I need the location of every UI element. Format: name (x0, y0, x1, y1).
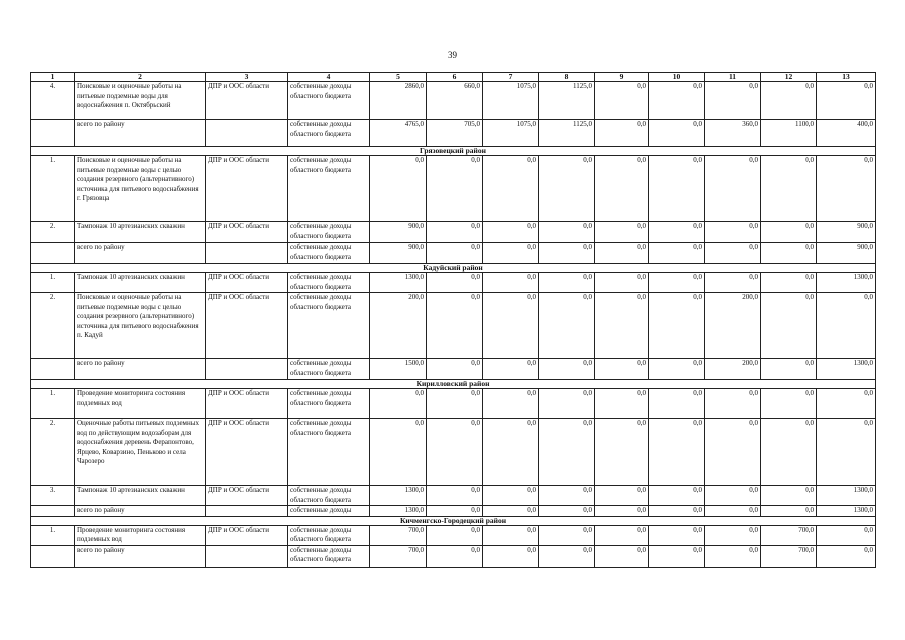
value-col-6: 0,0 (427, 293, 483, 359)
value-col-5: 1500,0 (370, 359, 427, 380)
value-col-8: 0,0 (539, 273, 595, 293)
value-col-7: 0,0 (483, 156, 539, 222)
table-row (31, 486, 876, 506)
executor: ДПР и ООС области (206, 525, 288, 545)
value-col-10: 0,0 (649, 120, 705, 147)
value-col-5: 900,0 (370, 243, 427, 264)
value-col-13: 900,0 (817, 243, 876, 264)
value-col-10: 0,0 (649, 243, 705, 264)
row-number (31, 120, 75, 147)
value-col-10: 0,0 (649, 293, 705, 359)
budget-table (30, 72, 876, 568)
row-number: 1. (31, 525, 75, 545)
funding-source: собственные доходы областного бюджета (288, 486, 370, 506)
value-col-9: 0,0 (595, 486, 649, 506)
value-col-13: 0,0 (817, 389, 876, 419)
funding-source: собственные доходы областного бюджета (288, 293, 370, 359)
value-col-10: 0,0 (649, 525, 705, 545)
value-col-5: 1300,0 (370, 273, 427, 293)
value-col-7: 0,0 (483, 506, 539, 517)
value-col-5: 200,0 (370, 293, 427, 359)
value-col-9: 0,0 (595, 419, 649, 486)
value-col-7: 0,0 (483, 359, 539, 380)
value-col-13: 0,0 (817, 545, 876, 567)
activity-name: Поисковые и оценочные работы на питьевые подземные воды с целью создания резервного (альтернативного) источника для питьевого водоснабжения г. Грязовца (75, 156, 206, 222)
value-col-9: 0,0 (595, 389, 649, 419)
district-name: Кичменгско-Городецкий район (31, 516, 876, 525)
value-col-7: 1075,0 (483, 82, 539, 120)
value-col-13: 1300,0 (817, 273, 876, 293)
value-col-12: 0,0 (761, 419, 817, 486)
value-col-9: 0,0 (595, 82, 649, 120)
district-header-row (31, 516, 876, 525)
row-number: 2. (31, 419, 75, 486)
value-col-9: 0,0 (595, 545, 649, 567)
row-number (31, 243, 75, 264)
activity-name: всего по району (75, 359, 206, 380)
header-row (31, 73, 876, 82)
value-col-11: 200,0 (705, 359, 761, 380)
column-header-11: 11 (705, 73, 761, 82)
district-header-row (31, 380, 876, 389)
value-col-10: 0,0 (649, 545, 705, 567)
executor: ДПР и ООС области (206, 156, 288, 222)
executor (206, 243, 288, 264)
activity-name: Тампонаж 10 артезианских скважин (75, 486, 206, 506)
value-col-7: 0,0 (483, 273, 539, 293)
value-col-6: 0,0 (427, 486, 483, 506)
value-col-11: 0,0 (705, 156, 761, 222)
value-col-8: 0,0 (539, 419, 595, 486)
value-col-13: 0,0 (817, 82, 876, 120)
value-col-10: 0,0 (649, 389, 705, 419)
executor: ДПР и ООС области (206, 222, 288, 243)
value-col-13: 0,0 (817, 525, 876, 545)
row-number: 1. (31, 389, 75, 419)
table-row (31, 293, 876, 359)
activity-name: Оценочные работы питьевых подземных вод по действующим водозаборам для водоснабжения деревень Ферапонтово, Ярцево, Коварзино, Пеньково и села Чарозеро (75, 419, 206, 486)
executor: ДПР и ООС области (206, 82, 288, 120)
value-col-11: 0,0 (705, 82, 761, 120)
value-col-12: 700,0 (761, 545, 817, 567)
district-name: Кирилловский район (31, 380, 876, 389)
value-col-8: 0,0 (539, 486, 595, 506)
value-col-11: 0,0 (705, 389, 761, 419)
funding-source: собственные доходы областного бюджета (288, 419, 370, 486)
column-header-13: 13 (817, 73, 876, 82)
value-col-13: 1300,0 (817, 506, 876, 517)
value-col-11: 200,0 (705, 293, 761, 359)
value-col-12: 0,0 (761, 293, 817, 359)
value-col-8: 0,0 (539, 389, 595, 419)
value-col-13: 400,0 (817, 120, 876, 147)
value-col-11: 0,0 (705, 243, 761, 264)
value-col-6: 0,0 (427, 156, 483, 222)
value-col-8: 0,0 (539, 156, 595, 222)
value-col-5: 900,0 (370, 222, 427, 243)
row-number: 1. (31, 273, 75, 293)
activity-name: всего по району (75, 545, 206, 567)
funding-source: собственные доходы (288, 506, 370, 517)
activity-name: Тампонаж 10 артезианских скважин (75, 222, 206, 243)
executor (206, 545, 288, 567)
value-col-6: 0,0 (427, 419, 483, 486)
value-col-7: 0,0 (483, 545, 539, 567)
district-header-row (31, 147, 876, 156)
value-col-10: 0,0 (649, 419, 705, 486)
value-col-7: 0,0 (483, 525, 539, 545)
district-total-row (31, 243, 876, 264)
column-header-3: 3 (206, 73, 288, 82)
district-total-row (31, 545, 876, 567)
table-row (31, 525, 876, 545)
value-col-13: 0,0 (817, 419, 876, 486)
value-col-9: 0,0 (595, 222, 649, 243)
value-col-13: 900,0 (817, 222, 876, 243)
column-header-6: 6 (427, 73, 483, 82)
value-col-10: 0,0 (649, 156, 705, 222)
value-col-11: 0,0 (705, 525, 761, 545)
value-col-10: 0,0 (649, 486, 705, 506)
funding-source: собственные доходы областного бюджета (288, 120, 370, 147)
funding-source: собственные доходы областного бюджета (288, 525, 370, 545)
activity-name: всего по району (75, 120, 206, 147)
value-col-6: 0,0 (427, 273, 483, 293)
column-header-12: 12 (761, 73, 817, 82)
funding-source: собственные доходы областного бюджета (288, 273, 370, 293)
column-header-4: 4 (288, 73, 370, 82)
activity-name: Проведение мониторинга состояния подземных вод (75, 389, 206, 419)
value-col-9: 0,0 (595, 120, 649, 147)
value-col-9: 0,0 (595, 273, 649, 293)
value-col-6: 0,0 (427, 506, 483, 517)
value-col-5: 2860,0 (370, 82, 427, 120)
activity-name: всего по району (75, 506, 206, 517)
district-name: Грязовецкий район (31, 147, 876, 156)
value-col-6: 0,0 (427, 525, 483, 545)
activity-name: Поисковые и оценочные работы на питьевые подземные воды с целью создания резервного (альтернативного) источника для питьевого водоснабжения п. Кадуй (75, 293, 206, 359)
row-number (31, 359, 75, 380)
value-col-13: 1300,0 (817, 486, 876, 506)
value-col-5: 0,0 (370, 389, 427, 419)
row-number: 3. (31, 486, 75, 506)
value-col-12: 0,0 (761, 222, 817, 243)
value-col-10: 0,0 (649, 359, 705, 380)
district-total-row (31, 359, 876, 380)
value-col-7: 0,0 (483, 222, 539, 243)
value-col-7: 0,0 (483, 486, 539, 506)
row-number (31, 545, 75, 567)
value-col-9: 0,0 (595, 243, 649, 264)
value-col-13: 1300,0 (817, 359, 876, 380)
value-col-5: 4765,0 (370, 120, 427, 147)
value-col-12: 0,0 (761, 156, 817, 222)
value-col-6: 0,0 (427, 545, 483, 567)
value-col-7: 0,0 (483, 243, 539, 264)
table-row (31, 156, 876, 222)
table-row (31, 222, 876, 243)
value-col-6: 0,0 (427, 222, 483, 243)
row-number (31, 506, 75, 517)
table-row (31, 82, 876, 120)
value-col-6: 0,0 (427, 359, 483, 380)
column-header-8: 8 (539, 73, 595, 82)
value-col-11: 0,0 (705, 486, 761, 506)
column-header-10: 10 (649, 73, 705, 82)
value-col-12: 0,0 (761, 486, 817, 506)
value-col-11: 0,0 (705, 273, 761, 293)
value-col-12: 1100,0 (761, 120, 817, 147)
value-col-10: 0,0 (649, 506, 705, 517)
value-col-10: 0,0 (649, 273, 705, 293)
executor (206, 359, 288, 380)
funding-source: собственные доходы областного бюджета (288, 82, 370, 120)
funding-source: собственные доходы областного бюджета (288, 222, 370, 243)
value-col-12: 0,0 (761, 273, 817, 293)
value-col-12: 700,0 (761, 525, 817, 545)
value-col-10: 0,0 (649, 222, 705, 243)
value-col-9: 0,0 (595, 156, 649, 222)
value-col-5: 1300,0 (370, 486, 427, 506)
value-col-9: 0,0 (595, 293, 649, 359)
value-col-7: 0,0 (483, 419, 539, 486)
row-number: 4. (31, 82, 75, 120)
value-col-10: 0,0 (649, 82, 705, 120)
column-header-7: 7 (483, 73, 539, 82)
table-row (31, 389, 876, 419)
value-col-8: 0,0 (539, 222, 595, 243)
district-name: Кадуйский район (31, 264, 876, 273)
value-col-9: 0,0 (595, 359, 649, 380)
table-row (31, 419, 876, 486)
value-col-12: 0,0 (761, 82, 817, 120)
funding-source: собственные доходы областного бюджета (288, 545, 370, 567)
row-number: 1. (31, 156, 75, 222)
value-col-9: 0,0 (595, 506, 649, 517)
value-col-5: 0,0 (370, 419, 427, 486)
value-col-12: 0,0 (761, 389, 817, 419)
value-col-8: 0,0 (539, 243, 595, 264)
value-col-6: 660,0 (427, 82, 483, 120)
value-col-11: 0,0 (705, 419, 761, 486)
value-col-12: 0,0 (761, 359, 817, 380)
value-col-8: 0,0 (539, 525, 595, 545)
value-col-5: 700,0 (370, 545, 427, 567)
district-total-row (31, 506, 876, 517)
value-col-13: 0,0 (817, 156, 876, 222)
funding-source: собственные доходы областного бюджета (288, 243, 370, 264)
activity-name: Проведение мониторинга состояния подземных вод (75, 525, 206, 545)
value-col-5: 1300,0 (370, 506, 427, 517)
page-number: 39 (448, 50, 457, 60)
executor: ДПР и ООС области (206, 273, 288, 293)
row-number: 2. (31, 293, 75, 359)
row-number: 2. (31, 222, 75, 243)
funding-source: собственные доходы областного бюджета (288, 359, 370, 380)
value-col-5: 700,0 (370, 525, 427, 545)
value-col-8: 0,0 (539, 359, 595, 380)
executor: ДПР и ООС области (206, 419, 288, 486)
value-col-11: 360,0 (705, 120, 761, 147)
table-body (31, 82, 876, 568)
district-total-row (31, 120, 876, 147)
value-col-7: 1075,0 (483, 120, 539, 147)
value-col-12: 0,0 (761, 243, 817, 264)
value-col-6: 0,0 (427, 389, 483, 419)
funding-source: собственные доходы областного бюджета (288, 389, 370, 419)
value-col-8: 1125,0 (539, 120, 595, 147)
column-header-5: 5 (370, 73, 427, 82)
district-header-row (31, 264, 876, 273)
value-col-11: 0,0 (705, 506, 761, 517)
value-col-8: 0,0 (539, 293, 595, 359)
table-row (31, 273, 876, 293)
value-col-5: 0,0 (370, 156, 427, 222)
value-col-8: 0,0 (539, 545, 595, 567)
value-col-13: 0,0 (817, 293, 876, 359)
executor: ДПР и ООС области (206, 486, 288, 506)
value-col-7: 0,0 (483, 389, 539, 419)
column-header-1: 1 (31, 73, 75, 82)
value-col-9: 0,0 (595, 525, 649, 545)
executor (206, 120, 288, 147)
funding-source: собственные доходы областного бюджета (288, 156, 370, 222)
value-col-11: 0,0 (705, 222, 761, 243)
activity-name: Тампонаж 10 артезианских скважин (75, 273, 206, 293)
value-col-7: 0,0 (483, 293, 539, 359)
value-col-8: 1125,0 (539, 82, 595, 120)
activity-name: Поисковые и оценочные работы на питьевые подземные воды для водоснабжения п. Октябрьский (75, 82, 206, 120)
executor: ДПР и ООС области (206, 389, 288, 419)
value-col-12: 0,0 (761, 506, 817, 517)
value-col-6: 705,0 (427, 120, 483, 147)
activity-name: всего по району (75, 243, 206, 264)
column-header-9: 9 (595, 73, 649, 82)
column-header-2: 2 (75, 73, 206, 82)
executor (206, 506, 288, 517)
value-col-8: 0,0 (539, 506, 595, 517)
value-col-11: 0,0 (705, 545, 761, 567)
executor: ДПР и ООС области (206, 293, 288, 359)
value-col-6: 0,0 (427, 243, 483, 264)
